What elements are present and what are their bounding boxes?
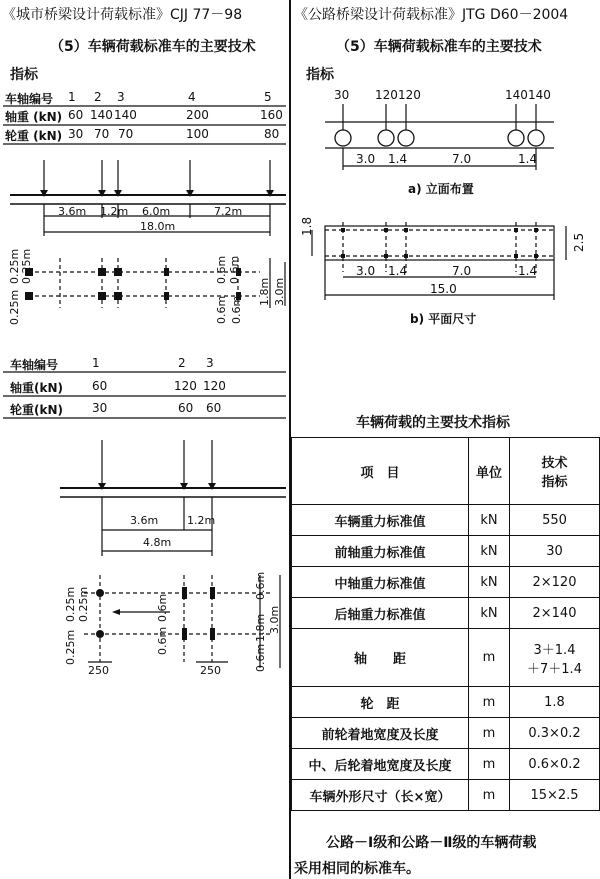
t2-axle-load-2: 120 xyxy=(174,379,197,393)
t2-wheel-load-3: 60 xyxy=(206,401,222,415)
row-unit: kN xyxy=(469,598,510,629)
wheel-load-3: 70 xyxy=(118,127,134,141)
row-value-line1: 3＋1.4 xyxy=(533,642,576,658)
row-value: 550 xyxy=(510,505,600,536)
t2-label-wheel-load: 轮重(kN) xyxy=(10,403,63,417)
row-unit: m xyxy=(469,718,510,749)
row-unit: kN xyxy=(469,536,510,567)
dim1-72: 7.2m xyxy=(214,205,243,218)
th-spec xyxy=(510,438,600,505)
caption-a: a) 立面布置 xyxy=(408,182,474,196)
spec-table xyxy=(291,437,600,811)
left-section-title: （5）车辆荷载标准车的主要技术 xyxy=(50,39,256,55)
p1-025c: 0.25m xyxy=(8,289,21,325)
row-unit: m xyxy=(469,629,510,687)
row-value: 0.6×0.2 xyxy=(510,749,600,780)
row-unit: kN xyxy=(469,505,510,536)
row-name: 前轮着地宽度及长度 xyxy=(292,718,469,749)
p1-025a: 0.25m xyxy=(8,248,21,284)
elev-load-3: 120 xyxy=(398,88,421,102)
elev-load-4: 140 xyxy=(505,88,528,102)
table-row xyxy=(292,567,600,598)
t2-axle-2: 2 xyxy=(178,356,186,370)
p2-250b: 250 xyxy=(200,664,221,677)
dim2-48: 4.8m xyxy=(143,536,172,549)
left-header: 《城市桥梁设计荷载标准》CJJ 77－98 xyxy=(2,7,243,23)
elev-load-2: 120 xyxy=(375,88,398,102)
elev-dim-4: 1.4 xyxy=(518,152,538,166)
p1-025b: 0.25m xyxy=(20,248,33,284)
plan-dim-1: 3.0 xyxy=(356,264,376,278)
axle-no-5: 5 xyxy=(264,90,272,104)
table-row xyxy=(292,749,600,780)
p2-025b: 0.25m xyxy=(77,586,90,622)
elev-dim-3: 7.0 xyxy=(452,152,472,166)
p2-18: 1.8m xyxy=(254,613,267,642)
plan-w-18: 1.8 xyxy=(300,216,314,236)
t2-axle-1: 1 xyxy=(92,356,100,370)
row-unit: kN xyxy=(469,567,510,598)
t2-label-axle-load: 轴重(kN) xyxy=(10,381,63,395)
elev-load-1: 30 xyxy=(334,88,350,102)
plan-dim-3: 7.0 xyxy=(452,264,472,278)
dim1-12: 1.2m xyxy=(100,205,129,218)
row-name: 中、后轮着地宽度及长度 xyxy=(292,749,469,780)
t2-wheel-load-1: 30 xyxy=(92,401,108,415)
wheel-load-2: 70 xyxy=(94,127,110,141)
row-name: 车辆重力标准值 xyxy=(292,505,469,536)
row-value: 0.3×0.2 xyxy=(510,718,600,749)
right-header: 《公路桥梁设计荷载标准》JTG D60－2004 xyxy=(294,7,569,23)
plan-dim-2: 1.4 xyxy=(388,264,408,278)
spec-header-row xyxy=(292,438,600,505)
right-section-title: （5）车辆荷载标准车的主要技术 xyxy=(336,39,542,55)
label-axle-load: 轴重 (kN) xyxy=(5,110,63,124)
row-name: 后轴重力标准值 xyxy=(292,598,469,629)
row-name: 轮 距 xyxy=(292,687,469,718)
axle-load-2: 140 xyxy=(90,108,113,122)
axle-load-5: 160 xyxy=(260,108,283,122)
spec-table-title: 车辆荷载的主要技术指标 xyxy=(356,415,510,431)
row-name: 中轴重力标准值 xyxy=(292,567,469,598)
wheel-load-1: 30 xyxy=(68,127,84,141)
row-name: 前轴重力标准值 xyxy=(292,536,469,567)
p1-06c: 0.6m xyxy=(215,295,228,324)
row-name: 轴 距 xyxy=(292,629,469,687)
dim1-36: 3.6m xyxy=(58,205,87,218)
p1-06a: 0.6m xyxy=(215,255,228,284)
p1-30: 3.0m xyxy=(273,277,286,306)
footer-line2: 采用相同的标准车。 xyxy=(294,861,420,877)
dim1-180: 18.0m xyxy=(140,220,176,233)
row-unit: m xyxy=(469,780,510,811)
th-spec-line2: 指标 xyxy=(541,475,568,490)
row-value: 1.8 xyxy=(510,687,600,718)
row-name: 车辆外形尺寸（长×宽） xyxy=(292,780,469,811)
plan-dim-total: 15.0 xyxy=(430,282,457,296)
elev-dim-2: 1.4 xyxy=(388,152,408,166)
row-value: 2×120 xyxy=(510,567,600,598)
row-unit: m xyxy=(469,687,510,718)
row-value: 15×2.5 xyxy=(510,780,600,811)
axle-no-3: 3 xyxy=(117,90,125,104)
dim2-36: 3.6m xyxy=(130,514,159,527)
axle-load-1: 60 xyxy=(68,108,84,122)
table-row xyxy=(292,718,600,749)
axle-no-2: 2 xyxy=(94,90,102,104)
row-value-line2: ＋7＋1.4 xyxy=(527,661,582,677)
t2-axle-load-1: 60 xyxy=(92,379,108,393)
table-row xyxy=(292,780,600,811)
row-value: 30 xyxy=(510,536,600,567)
p2-06a: 0.6m xyxy=(156,593,169,622)
p2-025c: 0.25m xyxy=(64,629,77,665)
dim1-60: 6.0m xyxy=(142,205,171,218)
p2-250a: 250 xyxy=(88,664,109,677)
p1-06d: 0.6m xyxy=(230,295,243,324)
axle-load-3: 140 xyxy=(114,108,137,122)
row-value: 2×140 xyxy=(510,598,600,629)
left-section-sub: 指标 xyxy=(10,67,38,83)
p2-06c: 0.6m xyxy=(254,571,267,600)
t2-label-axle-no: 车轴编号 xyxy=(10,358,59,372)
label-wheel-load: 轮重 (kN) xyxy=(5,129,63,143)
table-row xyxy=(292,629,600,687)
row-unit: m xyxy=(469,749,510,780)
p1-06b: 0.6m xyxy=(228,255,241,284)
elev-load-5: 140 xyxy=(528,88,551,102)
th-spec-line1: 技术 xyxy=(541,456,568,471)
th-unit: 单位 xyxy=(469,438,510,505)
p1-18: 1.8m xyxy=(258,277,271,306)
t2-axle-3: 3 xyxy=(206,356,214,370)
th-item: 项 目 xyxy=(292,438,469,505)
dim2-12: 1.2m xyxy=(187,514,216,527)
right-section-sub: 指标 xyxy=(306,67,334,83)
p2-025a: 0.25m xyxy=(64,586,77,622)
wheel-load-5: 80 xyxy=(264,127,280,141)
axle-no-4: 4 xyxy=(188,90,196,104)
table-row xyxy=(292,598,600,629)
footer-line1: 公路－Ⅰ级和公路－Ⅱ级的车辆荷载 xyxy=(326,835,537,851)
table-row xyxy=(292,505,600,536)
axle-load-4: 200 xyxy=(186,108,209,122)
elev-dim-1: 3.0 xyxy=(356,152,376,166)
caption-b: b) 平面尺寸 xyxy=(410,312,477,326)
p2-06b: 0.6m xyxy=(156,626,169,655)
plan-dim-4: 1.4 xyxy=(518,264,538,278)
label-axle-no: 车轴编号 xyxy=(5,92,54,106)
p2-06d: 0.6m xyxy=(254,643,267,672)
table-row xyxy=(292,687,600,718)
row-value xyxy=(510,629,600,687)
axle-no-1: 1 xyxy=(68,90,76,104)
wheel-load-4: 100 xyxy=(186,127,209,141)
t2-wheel-load-2: 60 xyxy=(178,401,194,415)
p2-30: 3.0m xyxy=(268,605,281,634)
plan-w-25: 2.5 xyxy=(572,232,586,252)
table-row xyxy=(292,536,600,567)
t2-axle-load-3: 120 xyxy=(203,379,226,393)
